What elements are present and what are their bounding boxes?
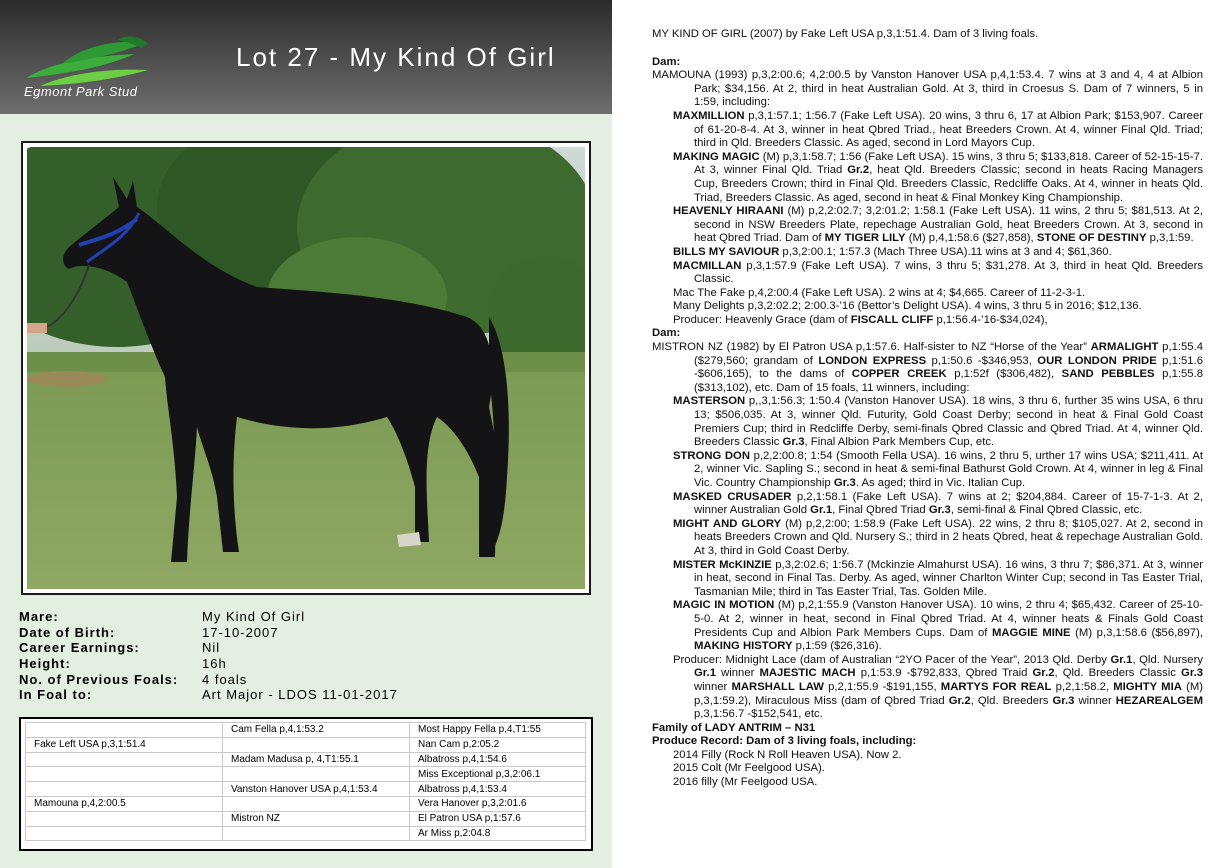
intro-line: MY KIND OF GIRL (2007) by Fake Left USA p,3,1:51.4. Dam of 3 living foals.	[652, 28, 1039, 40]
grandam-paragraph: MISTRON NZ (1982) by El Patron USA p,1:57.6. Half-sister to NZ “Horse of the Year” ARMALIGHT p,1:55.4 ($279,560; grandam of LONDON EXPRESS p,1:50.6 -$346,953, OUR LONDON PRIDE p,1:51.6 -$606,165), to the dams of COPPER CREEK p,1:52f ($306,482), SAND PEBBLES p,1:55.8 ($313,102), etc. Dam of 15 foals, 11 winners, including:	[652, 341, 1204, 394]
producer-line: Producer: Midnight Lace (dam of Australian “2YO Pacer of the Year”, 2013 Qld. Derby Gr.1, Qld. Nursery Gr.1 winner MAJESTIC MACH p,1:53.9 -$792,833, Qbred Traid Gr.2, Qld. Breeders Classic Gr.3 winner MARSHALL LAW p,2,1:55.9 -$191,155, MARTYS FOR REAL p,2,1:58.2, MIGHTY MIA (M) p,3,1:59.2), Miraculous Miss (dam of Qbred Triad Gr.2, Qld. Breeders Gr.3 winner HEZAREALGEM p,3,1:56.7 -$152,541, etc.	[673, 653, 1204, 721]
produce-item: 2016 filly (Mr Feelgood USA.	[673, 776, 818, 789]
produce-heading: Produce Record: Dam of 3 living foals, including:	[652, 735, 917, 748]
pedigree-cell: Nan Cam p,2:05.2	[410, 737, 586, 752]
left-panel: Egmont Park Stud Lot 27 - My Kind Of Girl Mare: My Kind Of Girl Date of Birth: 17-10-2007 Career Earnings: Nil Height: 16h No. of Previous Foals: 4 foals In Foal to: Art Major - LDOS 11-01-2017 Cam Fella p,4,1:53.2 Most Happy Fella p,4,T1:55 Fake Left USA p,3,1:51.4 Nan Cam p,2:05.2 Madam Madusa p, 4,T1:55.1 Albatross p,4,1:54.6 Miss Exceptional p,3,2:06.1 Vanston Hanover USA p,4,1:53.4 Albatross p,4,1:53.4 Mamouna p,4,2:00.5 Vera Hanover p,3,2:01.6 Mistron NZ El Patron USA p,1:57.6 Ar Miss p,2:04.8	[0, 0, 612, 868]
catalogue-page	[652, 28, 1203, 790]
pedigree-cell: El Patron USA p,1:57.6	[410, 811, 586, 826]
foal-entry: MIGHT AND GLORY (M) p,2,2:00; 1:58.9 (Fake Left USA). 22 wins, 2 thru 8; $105,027. At 2, second in heats Breeders Crown and Qld. Nursery S.; third in 2 heats Qbred, heat & repechage Australian Gold. At 3, third in Gold Coast Derby.	[673, 517, 1203, 557]
dam2-heading: Dam:	[652, 327, 681, 340]
minor-foal: Many Delights p,3,2:02.2; 2:00.3-’16 (Bettor’s Delight USA). 4 wins, 3 thru 5 in 2016; $12,136.	[673, 300, 1142, 313]
pedigree-table	[19, 717, 593, 851]
minor-foal: Mac The Fake p,4,2:00.4 (Fake Left USA). 2 wins at 4; $4,665. Career of 11-2-3-1.	[673, 286, 1086, 299]
dam-heading: Dam:	[652, 55, 681, 68]
dam-paragraph: MAMOUNA (1993) p,3,2:00.6; 4,2:00.5 by Vanston Hanover USA p,4,1:53.4. 7 wins at 3 and 4, 4 at Albion Park; $34,156. At 2, third in heat Australian Gold. At 3, third in Croesus S. Dam of 7 winners, 5 in 1:59, including:	[652, 69, 1203, 109]
foal-entry: MASTERSON p,,3,1:56.3; 1:50.4 (Vanston Hanover USA). 18 wins, 3 thru 6, further 35 wins USA, 6 thru 13; $506,035. At 3, winner Qld. Futurity, Gold Coast Derby; second in heat & Final Gold Coast Premiers Cup; third in Redcliffe Derby, semi-finals Qbred Classic and Qbred Triad. At 4, winner Qld. Breeders Classic Gr.3, Final Albion Park Members Cup, etc.	[673, 395, 1203, 449]
pedigree-cell: Madam Madusa p, 4,T1:55.1	[223, 752, 410, 767]
pedigree-dam: Mamouna p,4,2:00.5	[26, 796, 223, 811]
producer-line: Producer: Heavenly Grace (dam of FISCALL CLIFF p,1:56.4-’16-$34,024),	[673, 313, 1048, 326]
pedigree-cell: Most Happy Fella p,4,T1:55	[410, 723, 586, 738]
produce-item: 2015 Colt (Mr Feelgood USA).	[673, 762, 825, 775]
pedigree-cell: Ar Miss p,2:04.8	[410, 826, 586, 841]
foal-entry: STRONG DON p,2,2:00.8; 1:54 (Smooth Fella USA). 16 wins, 2 thru 5, urther 17 wins USA; $211,411. At 2, winner Vic. Sapling S.; second in heat & semi-final Bathurst Gold Crown. At 4, winner in leg & Final Vic. Country Championship Gr.3. As aged; third in Vic. Italian Cup.	[673, 449, 1203, 489]
lot-title: Lot 27 - My Kind Of Girl	[236, 42, 556, 72]
foal-entry: BILLS MY SAVIOUR p,3,2:00.1; 1:57.3 (Mach Three USA).11 wins at 3 and 4; $61,360.	[673, 245, 1112, 258]
pedigree-cell: Vanston Hanover USA p,4,1:53.4	[223, 782, 410, 797]
foal-entry: MISTER McKINZIE p,3,2:02.6; 1:56.7 (Mckinzie Almahurst USA). 16 wins, 3 thru 7; $86,371. At 3, winner in heat, second in Final Tas. Derby. As aged, winner Charlton Winter Cup; second in Tas Easter Trial, Tasmanian Mile; third in Tas Easter Trial, Tas. Golden Mile.	[673, 558, 1203, 598]
header-banner	[0, 0, 612, 114]
pedigree-cell: Cam Fella p,4,1:53.2	[223, 723, 410, 738]
foal-entry: MAGIC IN MOTION (M) p,2,1:55.9 (Vanston Hanover USA). 10 wins, 2 thru 4; $65,432. Career of 25-10-5-0. At 2, winner in heat, second in Final Qbred Triad. At 4, winner heats & Finals Gold Coast Presidents Cup and Albion Park Members Cups. Dam of MAGGIE MINE (M) p,3,1:58.6 ($56,897), MAKING HISTORY p,1:59 ($26,316).	[673, 599, 1203, 653]
foal-entry: MAXMILLION p,3,1:57.1; 1:56.7 (Fake Left USA). 20 wins, 3 thru 6, 17 at Albion Park; $153,907. Career of 61-20-8-4. At 3, winner in heat Qbred Triad., heat Breeders Crown. At 4, winner Final Qld. Triad; third in Qld. Breeders Classic. As aged, second in Lord Mayors Cup.	[673, 109, 1203, 150]
pedigree-cell: Albatross p,4,1:54.6	[410, 752, 586, 767]
horse-photo	[27, 147, 585, 589]
produce-item: 2014 Filly (Rock N Roll Heaven USA). Now 2.	[673, 748, 902, 761]
pedigree-cell: Mistron NZ	[223, 811, 410, 826]
pedigree-cell: Vera Hanover p,3,2:01.6	[410, 796, 586, 811]
foal-entry: MACMILLAN p,3,1:57.9 (Fake Left USA). 7 wins, 3 thru 5; $31,278. At 3, third in heat Qld. Breeders Classic.	[673, 259, 1203, 286]
pedigree-cell: Miss Exceptional p,3,2:06.1	[410, 767, 586, 782]
logo-text: Egmont Park Stud	[24, 84, 138, 99]
family-line: Family of LADY ANTRIM – N31	[652, 721, 816, 734]
foal-entry: MAKING MAGIC (M) p,3,1:58.7; 1:56 (Fake Left USA). 15 wins, 3 thru 5; $133,818. Career of 52-15-15-7. At 3, winner Final Qld. Triad Gr.2, heat Qld. Breeders Classic; second in heats Racing Managers Cup, Breeders Crown; third in Final Qld. Breeders Classic, Redcliffe Oaks. At 4, winner in heats Qld. Triad, Breeders Classic. As aged, second in heat & Final Monkey King Championship.	[673, 150, 1203, 204]
foal-entry: MASKED CRUSADER p,2,1:58.1 (Fake Left USA). 7 wins at 2; $204,884. Career of 15-7-1-3. At 2, winner Australian Gold Gr.1, Final Qbred Triad Gr.3, semi-final & Final Qbred Classic, etc.	[673, 490, 1203, 517]
right-panel	[612, 0, 1228, 868]
photo-frame	[21, 141, 591, 595]
pedigree-cell: Albatross p,4,1:53.4	[410, 782, 586, 797]
pedigree-sire: Fake Left USA p,3,1:51.4	[26, 737, 223, 752]
foal-entry: HEAVENLY HIRAANI (M) p,2,2:02.7; 3,2:01.2; 1:58.1 (Fake Left USA). 11 wins, 2 thru 5; $81,513. At 2, second in NSW Breeders Plate, repechage Australian Gold, heat Breeders Crown. At 3, second in heat Qbred Triad. Dam of MY TIGER LILY (M) p,4,1:58.6 ($27,858), STONE OF DESTINY p,3,1:59.	[673, 205, 1203, 245]
